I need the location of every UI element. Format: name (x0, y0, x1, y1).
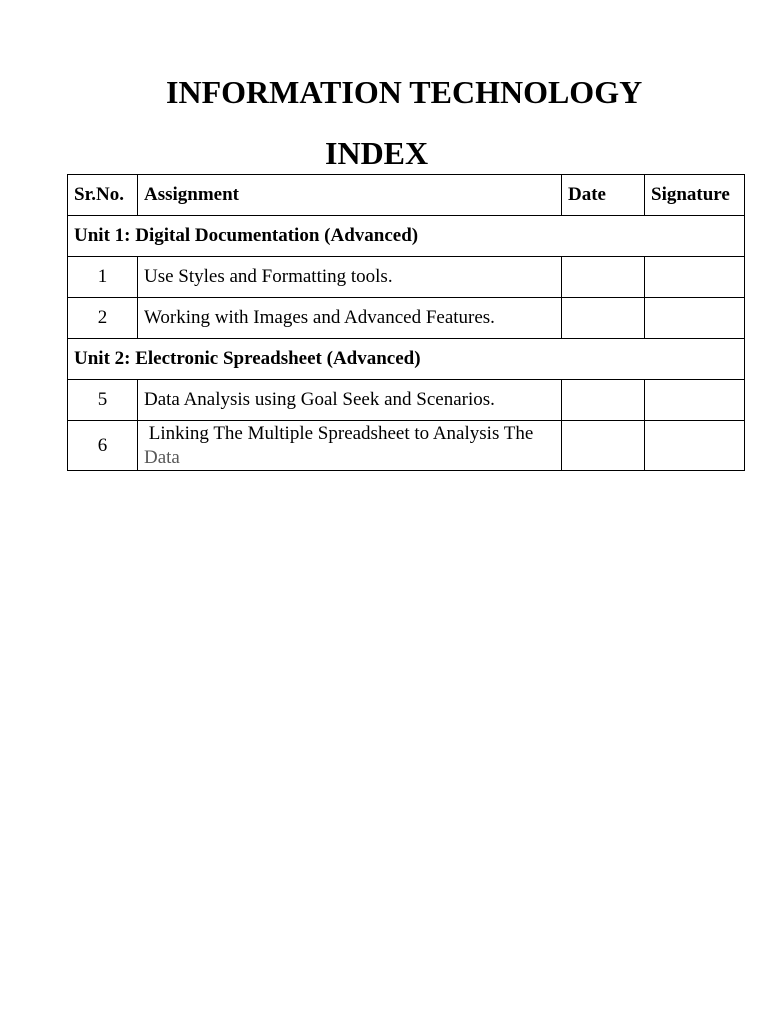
unit-title: Unit 1: Digital Documentation (Advanced) (68, 216, 745, 257)
header-signature: Signature (645, 175, 745, 216)
sr-no-cell: 1 (68, 257, 138, 298)
table-row (68, 421, 745, 471)
sr-no-cell: 5 (68, 380, 138, 421)
assignment-cell: Working with Images and Advanced Features. (138, 298, 562, 339)
date-cell (562, 380, 645, 421)
header-sr-no: Sr.No. (68, 175, 138, 216)
unit-row (68, 216, 745, 257)
header-date: Date (562, 175, 645, 216)
signature-cell (645, 257, 745, 298)
signature-cell (645, 298, 745, 339)
assignment-text: Linking The Multiple Spreadsheet to Analysis The (144, 422, 539, 444)
unit-row (68, 339, 745, 380)
assignment-cell: Data Analysis using Goal Seek and Scenarios. (138, 380, 562, 421)
table-row (68, 257, 745, 298)
table-row (68, 298, 745, 339)
signature-cell (645, 380, 745, 421)
header-assignment: Assignment (138, 175, 562, 216)
date-cell (562, 257, 645, 298)
date-cell (562, 421, 645, 471)
unit-title: Unit 2: Electronic Spreadsheet (Advanced) (68, 339, 745, 380)
assignment-cell: Use Styles and Formatting tools. (138, 257, 562, 298)
assignment-cell (138, 421, 562, 471)
index-heading: INDEX (325, 135, 429, 171)
date-cell (562, 298, 645, 339)
table-header-row (68, 175, 745, 216)
index-table (67, 174, 745, 471)
sr-no-cell: 6 (68, 421, 138, 471)
signature-cell (645, 421, 745, 471)
document-title: INFORMATION TECHNOLOGY (166, 74, 643, 110)
sr-no-cell: 2 (68, 298, 138, 339)
table-row (68, 380, 745, 421)
assignment-text-muted: Data (144, 446, 180, 468)
